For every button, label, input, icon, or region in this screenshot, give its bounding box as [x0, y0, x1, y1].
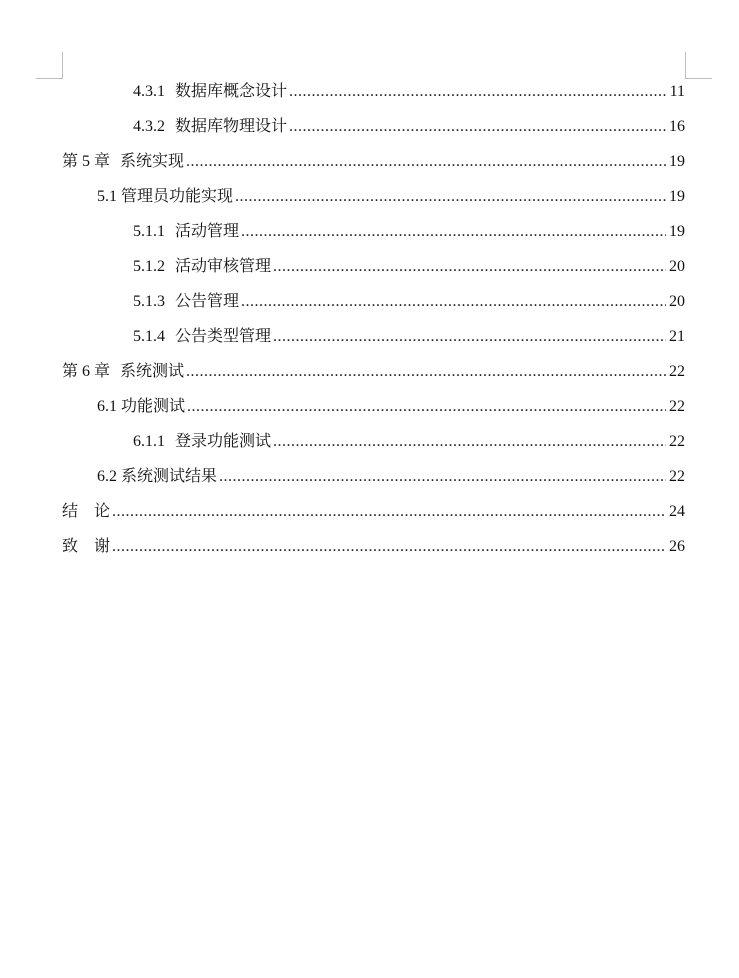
toc-dot-leader: [273, 424, 666, 459]
toc-entry-title: 活动管理: [175, 223, 240, 240]
toc-entry-page: 20: [669, 293, 685, 310]
toc-entry-page: 24: [669, 503, 685, 520]
toc-entry-number: 5.1.2: [133, 258, 165, 275]
toc-entry[interactable]: [97, 459, 685, 494]
toc-entry-title: 系统测试: [120, 363, 185, 380]
page-corner-mark-top-right: [685, 52, 712, 79]
toc-dot-leader: [219, 459, 666, 494]
toc-entry-number: 4.3.1: [133, 83, 165, 100]
toc-entry-title: 公告类型管理: [175, 328, 272, 345]
toc-dot-leader: [112, 529, 666, 564]
toc-dot-leader: [273, 319, 666, 354]
toc-dot-leader: [289, 109, 666, 144]
toc-entry[interactable]: [62, 354, 685, 389]
toc-entry-page: 19: [669, 188, 685, 205]
toc-entry[interactable]: [133, 424, 685, 459]
toc-entry-page: 20: [669, 258, 685, 275]
toc-entry-page: 21: [669, 328, 685, 345]
toc-dot-leader: [112, 494, 666, 529]
toc-entry-title: 致 谢: [62, 538, 111, 555]
toc-entry-page: 22: [669, 398, 685, 415]
toc-entry[interactable]: [62, 144, 685, 179]
toc-entry-number: 6.1: [97, 398, 117, 415]
toc-entry-title: 结 论: [62, 503, 111, 520]
toc-entry-number: 第 5 章: [62, 153, 111, 170]
toc-entry-title: 系统实现: [120, 153, 185, 170]
toc-entry-number: 5.1: [97, 188, 117, 205]
toc-entry-number: 5.1.4: [133, 328, 165, 345]
toc-entry[interactable]: [133, 319, 685, 354]
toc-entry[interactable]: [133, 214, 685, 249]
toc-dot-leader: [273, 249, 666, 284]
toc-entry[interactable]: [133, 109, 685, 144]
toc-entry-number: 6.2: [97, 468, 117, 485]
toc-entry-number: 6.1.1: [133, 433, 165, 450]
toc-entry-title: 系统测试结果: [121, 468, 218, 485]
toc-entry[interactable]: [97, 179, 685, 214]
toc-entry-page: 19: [669, 153, 685, 170]
toc-entry[interactable]: [133, 284, 685, 319]
toc-entry-title: 活动审核管理: [175, 258, 272, 275]
toc-entry-title: 功能测试: [121, 398, 186, 415]
toc-entry[interactable]: [62, 529, 685, 564]
toc-entry-page: 19: [669, 223, 685, 240]
toc-entry-title: 公告管理: [175, 293, 240, 310]
toc-entry[interactable]: [133, 249, 685, 284]
toc-entry-number: 5.1.1: [133, 223, 165, 240]
toc-entry-page: 16: [669, 118, 685, 135]
toc-entry-number: 5.1.3: [133, 293, 165, 310]
toc-dot-leader: [186, 354, 666, 389]
toc-entry[interactable]: [97, 389, 685, 424]
toc-entry-title: 管理员功能实现: [121, 188, 234, 205]
toc-dot-leader: [289, 74, 667, 109]
toc-entry-title: 数据库概念设计: [175, 83, 288, 100]
toc-entry-title: 数据库物理设计: [175, 118, 288, 135]
page-corner-mark-top-left: [36, 52, 63, 79]
toc-entry-page: 22: [669, 468, 685, 485]
toc-entry[interactable]: [133, 74, 685, 109]
toc-dot-leader: [186, 144, 666, 179]
toc-entry-page: 26: [669, 538, 685, 555]
toc-entry-page: 11: [669, 83, 685, 100]
toc-entry-page: 22: [669, 433, 685, 450]
toc-entry-number: 4.3.2: [133, 118, 165, 135]
toc-entry-number: 第 6 章: [62, 363, 111, 380]
toc-dot-leader: [235, 179, 666, 214]
toc-dot-leader: [187, 389, 666, 424]
toc-entry-title: 登录功能测试: [175, 433, 272, 450]
toc-entry[interactable]: [62, 494, 685, 529]
toc-entry-page: 22: [669, 363, 685, 380]
toc-dot-leader: [241, 214, 666, 249]
toc-dot-leader: [241, 284, 666, 319]
